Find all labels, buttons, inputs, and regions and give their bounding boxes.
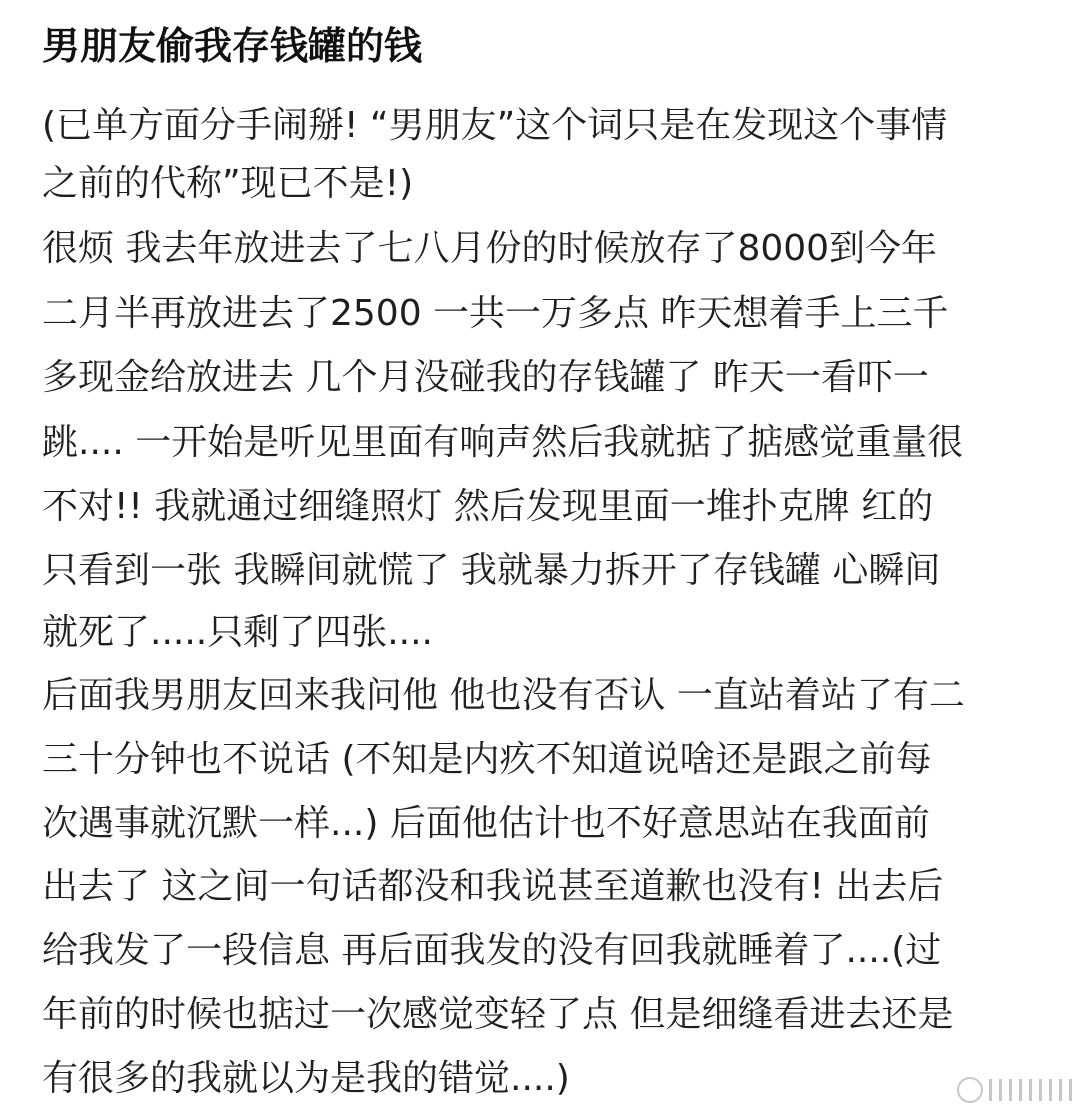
body-line: 跳.... 一开始是听见里面有响声然后我就掂了掂感觉重量很 (42, 422, 964, 463)
logo-circle (957, 1077, 983, 1103)
body-line: 三十分钟也不说话 (不知是内疚不知道说啥还是跟之前每 (42, 739, 932, 780)
post-title: 男朋友偷我存钱罐的钱 (42, 24, 423, 68)
body-line: 不对!! 我就通过细缝照灯 然后发现里面一堆扑克牌 红的 (42, 486, 934, 527)
body-line: 后面我男朋友回来我问他 他也没有否认 一直站着站了有二 (42, 675, 965, 716)
body-line: 很烦 我去年放进去了七八月份的时候放存了8000到今年 (42, 228, 938, 269)
body-line: 年前的时候也掂过一次感觉变轻了点 但是细缝看进去还是 (42, 994, 954, 1035)
body-line: (已单方面分手闹掰! “男朋友”这个词只是在发现这个事情 (42, 105, 948, 146)
body-line: 有很多的我就以为是我的错觉....) (42, 1058, 570, 1099)
body-line: 就死了.....只剩了四张.... (42, 612, 433, 653)
body-line: 只看到一张 我瞬间就慌了 我就暴力拆开了存钱罐 心瞬间 (42, 550, 941, 591)
body-line: 多现金给放进去 几个月没碰我的存钱罐了 昨天一看吓一 (42, 357, 929, 398)
weibo-watermark-icon (957, 1077, 1072, 1103)
body-line: 出去了 这之间一句话都没和我说甚至道歉也没有! 出去后 (42, 866, 944, 907)
watermark-bars (989, 1079, 1072, 1101)
body-line: 二月半再放进去了2500 一共一万多点 昨天想着手上三千 (42, 293, 949, 334)
body-line: 次遇事就沉默一样...) 后面他估计也不好意思站在我面前 (42, 803, 930, 844)
body-line: 给我发了一段信息 再后面我发的没有回我就睡着了....(过 (42, 930, 942, 971)
body-line: 之前的代称”现已不是!) (42, 163, 414, 204)
